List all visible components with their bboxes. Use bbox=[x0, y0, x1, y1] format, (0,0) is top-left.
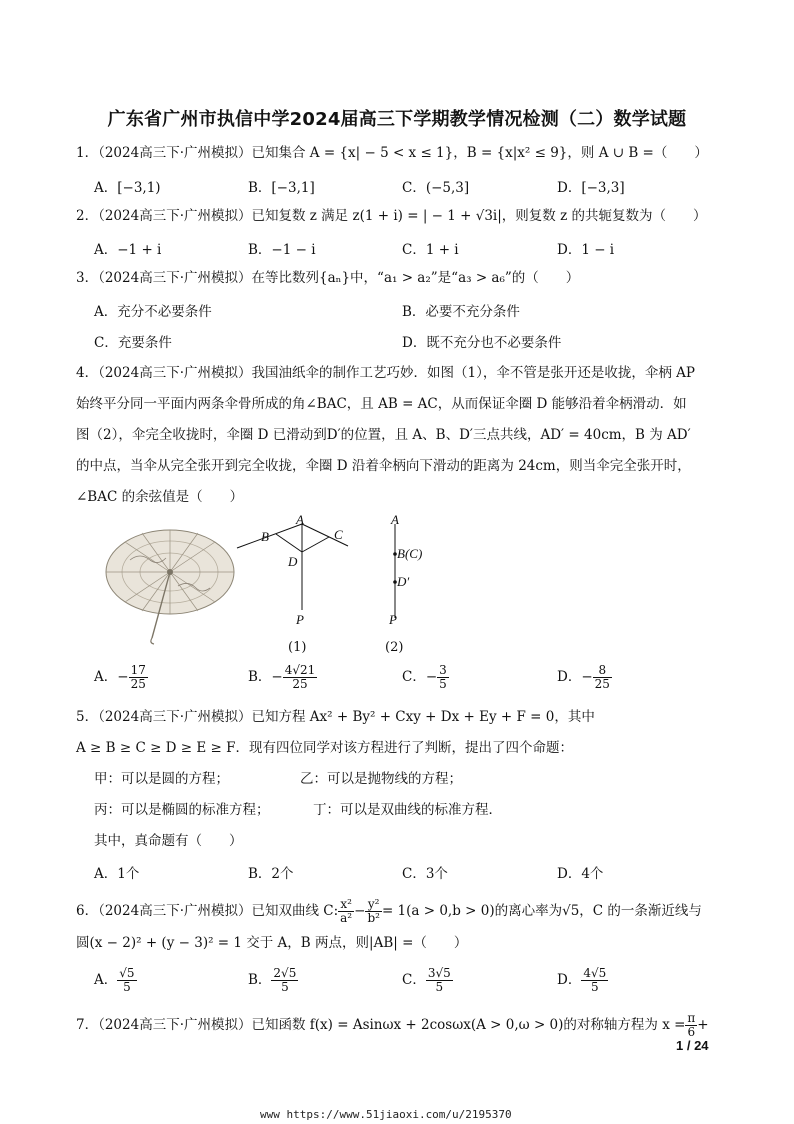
q2-option-b: B．−1 − i bbox=[248, 242, 316, 258]
page-title: 广东省广州市执信中学2024届高三下学期教学情况检测（二）数学试题 bbox=[107, 109, 687, 130]
q3-option-a: A．充分不必要条件 bbox=[94, 304, 212, 320]
q6-option-d: D． $\frac{4√5}{5}$ bbox=[557, 966, 607, 994]
question-6-line-2: 圆(x − 2)² + (y − 3)² = 1 交于 A，B 两点，则|AB| =（ ） bbox=[76, 935, 468, 951]
q6-option-a: A． $\frac{√5}{5}$ bbox=[94, 966, 135, 994]
question-4-line-4: 的中点，当伞从完全张开到完全收拢，伞圈 D 沿着伞柄向下滑动的距离为 24cm，则当伞完全张开时， bbox=[76, 458, 691, 474]
q3-option-b: B．必要不充分条件 bbox=[402, 304, 520, 320]
q4-option-d: D．− $\frac{8}{25}$ bbox=[557, 663, 610, 691]
fig1-label-p: P bbox=[296, 612, 304, 627]
question-5-statement-jia: 甲：可以是圆的方程； bbox=[94, 771, 229, 787]
q1-option-c: C．(−5,3] bbox=[402, 180, 470, 196]
q2-option-c: C．1 + i bbox=[402, 242, 459, 258]
q2-option-a: A．−1 + i bbox=[94, 242, 162, 258]
fig2-label-d-prime: D′ bbox=[397, 574, 410, 589]
question-5-statement-ding: 丁：可以是双曲线的标准方程． bbox=[313, 802, 502, 818]
question-6-line-1: 6．（2024高三下·广州模拟）已知双曲线 C: $\frac{\text{x²}}{\text{a²}}$ − $\frac{\text{y²}}{\text{b²}}$ = 1(a > 0,b > 0)的离心率为√5，C 的一条渐近线与 bbox=[76, 897, 702, 925]
umbrella-illustration bbox=[100, 520, 235, 645]
q4-option-b: B．− $\frac{4√21}{25}$ bbox=[248, 663, 316, 691]
q1-option-b: B．[−3,1] bbox=[248, 180, 315, 196]
q5-option-c: C．3个 bbox=[402, 866, 448, 882]
question-5-line-2: A ≥ B ≥ C ≥ D ≥ E ≥ F．现有四位同学对该方程进行了判断，提出了四个命题： bbox=[76, 740, 574, 756]
question-4-line-5: ∠BAC 的余弦值是（ ） bbox=[76, 489, 244, 505]
question-4-line-2: 始终平分同一平面内两条伞骨所成的角∠BAC，且 AB = AC，从而保证伞圈 D 能够沿着伞柄滑动．如 bbox=[76, 396, 687, 412]
fig1-label-d: D bbox=[288, 554, 298, 569]
question-2-stem: 2．（2024高三下·广州模拟）已知复数 z 满足 z(1 + i) = | − 1 + √3i|，则复数 z 的共轭复数为（ ） bbox=[76, 208, 707, 224]
fig2-label-bc: B(C) bbox=[397, 546, 423, 561]
q6-option-c: C． $\frac{3√5}{5}$ bbox=[402, 966, 451, 994]
question-5-prompt: 其中，真命题有（ ） bbox=[94, 833, 243, 849]
fig2-label-p: P bbox=[389, 612, 397, 627]
question-1-stem: 1．（2024高三下·广州模拟）已知集合 A = {x| − 5 < x ≤ 1}，B = {x|x² ≤ 9}，则 A ∪ B =（ ） bbox=[76, 145, 708, 161]
question-7-stem: 7．（2024高三下·广州模拟）已知函数 f(x) = Asinωx + 2cosωx(A > 0,ω > 0)的对称轴方程为 x = $\frac{\pi}{6}$ + bbox=[76, 1011, 709, 1039]
page-number: 1 / 24 bbox=[676, 1038, 709, 1053]
fig1-label-b: B bbox=[261, 529, 269, 544]
fig1-caption: (1) bbox=[288, 640, 307, 655]
strut-cd-line bbox=[302, 537, 329, 552]
footer-watermark-url: www https://www.51jiaoxi.com/u/2195370 bbox=[260, 1108, 512, 1121]
q1-option-d: D．[−3,3] bbox=[557, 180, 625, 196]
q3-option-c: C．充要条件 bbox=[94, 335, 172, 351]
rib-ab-line bbox=[237, 524, 302, 548]
q6-option-b: B． $\frac{2√5}{5}$ bbox=[248, 966, 297, 994]
q5-option-b: B．2个 bbox=[248, 866, 294, 882]
question-4-line-1: 4．（2024高三下·广州模拟）我国油纸伞的制作工艺巧妙．如图（1），伞不管是张开还是收拢，伞柄 AP bbox=[76, 365, 695, 381]
q2-option-d: D．1 − i bbox=[557, 242, 615, 258]
figure-2-diagram bbox=[385, 520, 405, 625]
q4-option-a: A．− $\frac{17}{25}$ bbox=[94, 663, 146, 691]
question-4-line-3: 图（2），伞完全收拢时，伞圈 D 已滑动到D′的位置，且 A、B、D′三点共线，AD′ = 40cm，B 为 AD′ bbox=[76, 427, 691, 443]
q1-option-a: A．[−3,1) bbox=[94, 180, 161, 196]
q3-option-d: D．既不充分也不必要条件 bbox=[402, 335, 562, 351]
fig1-label-a: A bbox=[296, 512, 304, 527]
question-5-statement-yi: 乙：可以是抛物线的方程； bbox=[300, 771, 462, 787]
q5-option-d: D．4个 bbox=[557, 866, 604, 882]
question-3-stem: 3．（2024高三下·广州模拟）在等比数列{aₙ}中，“a₁ > a₂”是“a₃ > a₆”的（ ） bbox=[76, 270, 580, 286]
strut-bd-line bbox=[276, 534, 302, 552]
question-5-statement-bing: 丙：可以是椭圆的标准方程； bbox=[94, 802, 270, 818]
fig2-label-a: A bbox=[391, 512, 399, 527]
fig2-caption: (2) bbox=[385, 640, 404, 655]
q5-option-a: A．1个 bbox=[94, 866, 140, 882]
fig1-label-c: C bbox=[334, 527, 343, 542]
question-5-line-1: 5．（2024高三下·广州模拟）已知方程 Ax² + By² + Cxy + Dx + Ey + F = 0，其中 bbox=[76, 709, 595, 725]
q4-option-c: C．− $\frac{3}{5}$ bbox=[402, 663, 447, 691]
